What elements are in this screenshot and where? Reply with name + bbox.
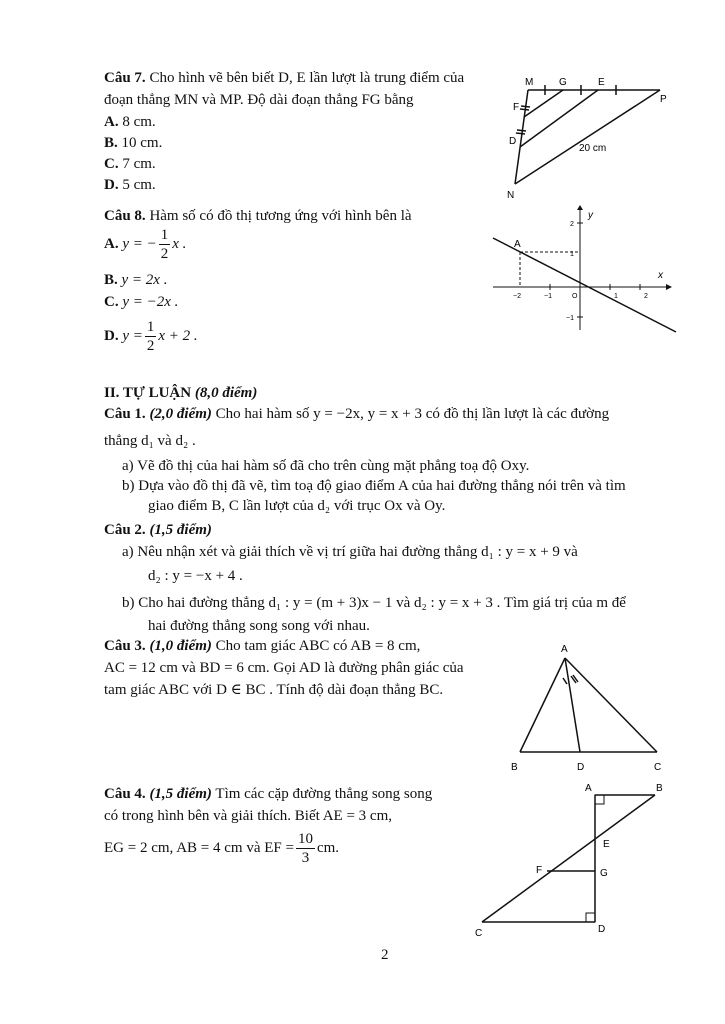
q7-length-label: 20 cm xyxy=(579,143,607,154)
q8-line1 xyxy=(104,206,412,226)
q7-label-p: P xyxy=(660,94,667,105)
q8-option-d-den: 2 xyxy=(146,338,155,354)
c1-part-a: a) Vẽ đồ thị của hai hàm số đã cho trên cùng mặt phẳng toạ độ Oxy. xyxy=(122,458,530,474)
q8-graph xyxy=(488,205,688,335)
c3-line2: AC = 12 cm và BD = 6 cm. Gọi AD là đường phân giác của xyxy=(104,660,464,676)
c3-label-d: D xyxy=(577,762,585,773)
q8-option-d xyxy=(104,318,198,355)
q8-option-a-den: 2 xyxy=(160,246,169,262)
q7-label-n: N xyxy=(507,190,515,201)
c1-points: (2,0 điểm) xyxy=(149,406,212,422)
c2-part-a-line1: a) Nêu nhận xét và giải thích về vị trí giữa hai đường thẳng d₁ : y = x + 9 và xyxy=(122,544,578,560)
q7-label-e: E xyxy=(598,77,605,88)
section-2-title: II. TỰ LUẬN xyxy=(104,385,192,401)
q7-label-g: G xyxy=(559,77,567,88)
q8-option-d-key: D. xyxy=(104,327,119,344)
q7-option-b-key: B. xyxy=(104,135,118,151)
c4-ef-fraction xyxy=(296,830,315,867)
q7-text1: Cho hình vẽ bên biết D, E lần lượt là trung điểm của xyxy=(149,70,465,86)
q7-option-c-text: 7 cm. xyxy=(122,156,156,172)
c3-label-c: C xyxy=(654,762,662,773)
q8-tick-x-minus2: −2 xyxy=(513,293,521,300)
q7-option-a-text: 8 cm. xyxy=(122,114,156,130)
q8-axis-x-label: x xyxy=(658,270,663,281)
q8-option-a-fraction xyxy=(159,226,171,263)
q8-tick-y-2: 2 xyxy=(570,221,574,228)
q7-option-b-text: 10 cm. xyxy=(121,135,163,151)
c4-line2: có trong hình bên và giải thích. Biết AE = 3 cm, xyxy=(104,808,392,824)
q7-option-c xyxy=(104,154,156,174)
c4-label-c: C xyxy=(475,928,483,939)
section-2-points: (8,0 điểm) xyxy=(194,385,258,401)
c1-line2: thẳng d₁ và d₂ . xyxy=(104,433,196,449)
c4-points: (1,5 điểm) xyxy=(149,786,212,802)
q8-option-d-num: 1 xyxy=(146,319,155,335)
q8-option-b-text: y = 2x . xyxy=(121,272,168,288)
q8-point-a: A xyxy=(514,239,521,250)
q7-option-c-key: C. xyxy=(104,156,119,172)
c2-part-a-line2: d₂ : y = −x + 4 . xyxy=(148,568,243,584)
q8-option-a-key: A. xyxy=(104,235,119,252)
q8-option-c-key: C. xyxy=(104,294,119,310)
c4-text3-post: cm. xyxy=(316,839,340,856)
q7-figure xyxy=(495,72,685,202)
q8-option-a-num: 1 xyxy=(160,227,169,243)
q7-title: Câu 7. xyxy=(104,70,146,86)
c1-line1 xyxy=(104,404,609,424)
c4-title: Câu 4. xyxy=(104,786,146,802)
q8-option-c-text: y = −2x . xyxy=(122,294,179,310)
c4-label-e: E xyxy=(603,839,610,850)
q8-option-d-pre: y = xyxy=(122,327,143,344)
c2-points: (1,5 điểm) xyxy=(149,522,212,538)
c4-frac-num: 10 xyxy=(297,831,313,847)
c2-line1 xyxy=(104,520,212,540)
q8-option-d-fraction xyxy=(145,318,157,355)
c4-frac-den: 3 xyxy=(301,850,310,866)
q8-option-d-post: x + 2 . xyxy=(158,327,198,344)
c4-text3-pre: EG = 2 cm, AB = 4 cm và EF = xyxy=(104,839,294,856)
q7-line1 xyxy=(104,68,464,88)
c3-text1: Cho tam giác ABC có AB = 8 cm, xyxy=(215,638,421,654)
c3-label-b: B xyxy=(511,762,518,773)
q8-tick-y-1: 1 xyxy=(570,251,574,258)
c2-title: Câu 2. xyxy=(104,522,146,538)
q7-label-f: F xyxy=(513,102,520,113)
q8-option-c xyxy=(104,292,178,312)
c3-triangle-figure xyxy=(505,640,675,775)
q8-option-a xyxy=(104,226,186,263)
q7-option-d-key: D. xyxy=(104,177,119,193)
c4-label-d: D xyxy=(598,924,606,935)
q7-option-a xyxy=(104,112,156,132)
c4-label-g: G xyxy=(600,868,608,879)
c4-line3 xyxy=(104,830,339,867)
c1-text1: Cho hai hàm số y = −2x, y = x + 3 có đồ thị lần lượt là các đường xyxy=(215,406,610,422)
q7-label-d: D xyxy=(509,136,517,147)
q8-title: Câu 8. xyxy=(104,208,146,224)
q8-tick-x-minus1: −1 xyxy=(544,293,552,300)
q8-tick-x-1: 1 xyxy=(614,293,618,300)
q8-option-a-pre: y = − xyxy=(122,235,157,252)
c3-points: (1,0 điểm) xyxy=(149,638,212,654)
q7-option-a-key: A. xyxy=(104,114,119,130)
c4-text1: Tìm các cặp đường thẳng song song xyxy=(215,786,433,802)
c3-label-a: A xyxy=(561,644,568,655)
q7-line2: đoạn thẳng MN và MP. Độ dài đoạn thẳng FG bằng xyxy=(104,92,414,108)
c3-title: Câu 3. xyxy=(104,638,146,654)
q8-axis-y-label: y xyxy=(588,210,593,221)
q7-option-d xyxy=(104,175,156,195)
c2-part-b-line1: b) Cho hai đường thẳng d₁ : y = (m + 3)x − 1 và d₂ : y = x + 3 . Tìm giá trị của m để xyxy=(122,595,626,611)
c4-line1 xyxy=(104,784,432,804)
c1-part-b-line1: b) Dựa vào đồ thị đã vẽ, tìm toạ độ giao điểm A của hai đường thẳng nói trên và tìm xyxy=(122,478,626,494)
page-number: 2 xyxy=(381,947,389,963)
q8-option-b xyxy=(104,270,167,290)
c3-line3: tam giác ABC với D ∈ BC . Tính độ dài đoạn thẳng BC. xyxy=(104,682,444,698)
c4-label-a: A xyxy=(585,783,592,794)
q7-option-b xyxy=(104,133,162,153)
c4-figure xyxy=(470,780,680,940)
q8-tick-x-2: 2 xyxy=(644,293,648,300)
q8-option-a-post: x . xyxy=(172,235,187,252)
q7-option-d-text: 5 cm. xyxy=(122,177,156,193)
c1-title: Câu 1. xyxy=(104,406,146,422)
c2-part-b-line2: hai đường thẳng song song với nhau. xyxy=(148,618,370,634)
q8-tick-origin: O xyxy=(572,293,578,300)
section-2-heading xyxy=(104,383,257,403)
q7-label-m: M xyxy=(525,77,534,88)
q8-text: Hàm số có đồ thị tương ứng với hình bên là xyxy=(149,208,412,224)
q8-tick-y-minus1: −1 xyxy=(566,315,574,322)
c4-label-b: B xyxy=(656,783,663,794)
c4-label-f: F xyxy=(536,865,543,876)
q8-option-b-key: B. xyxy=(104,272,118,288)
c1-part-b-line2: giao điểm B, C lần lượt của d₂ với trục Ox và Oy. xyxy=(148,498,446,514)
c3-line1 xyxy=(104,636,420,656)
